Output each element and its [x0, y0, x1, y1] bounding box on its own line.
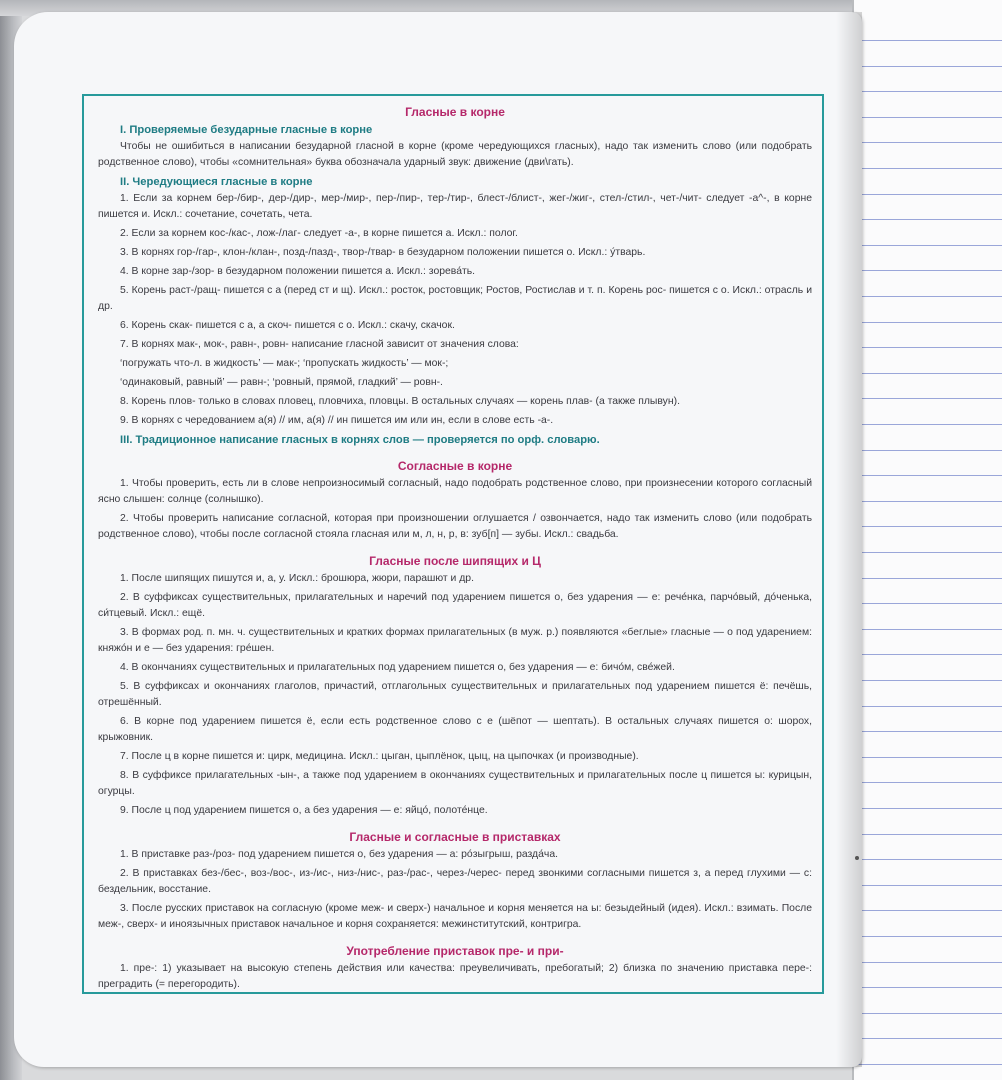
rule-item: 1. Если за корнем бер-/бир-, дер-/дир-, мер-/мир-, пер-/пир-, тер-/тир-, блест-/блист-, жег-/жиг-, стел-/стил-, чет-/чит- следует -а^-, в корне пишется и. Искл.: сочетание, сочетать, чета.	[98, 193, 812, 220]
ruled-line	[854, 578, 1002, 579]
section-title-pre-pri: Употребление приставок пре- и при-	[346, 944, 564, 958]
section-title-vowels-root: Гласные в корне	[405, 105, 505, 119]
ruled-line	[854, 1038, 1002, 1039]
rule-item: 2. Чтобы проверить написание согласной, которая при произношении оглушается / озвончается, надо так изменить слово (или подобрать родственное слово), чтобы после согласной стояла гласная или м, л, н, р, в: зуб[п] — зубы. Искл.: свадьба.	[98, 513, 812, 540]
rule-item: 4. В окончаниях существительных и прилагательных под ударением пишется о, без ударения — е: бичо́м, све́жей.	[120, 662, 675, 673]
subsection-title-checked-vowels: I. Проверяемые безударные гласные в корне	[120, 124, 373, 136]
rule-item: 3. В формах род. п. мн. ч. существительных и кратких формах прилагательных (в муж. р.) появляются «беглые» гласные — о под ударением: княжо́н и е — без ударения: гре́шен.	[98, 627, 812, 654]
rule-item: 1. Чтобы проверить, есть ли в слове непроизносимый согласный, надо подобрать родственное слово, при произнесении которого согласный ясно слышен: солнце (солнышко).	[98, 478, 812, 505]
ruled-line	[854, 859, 1002, 860]
ruled-line	[854, 66, 1002, 67]
rule-item: 8. В суффиксе прилагательных -ын-, а также под ударением в окончаниях существительных и прилагательных после ц пишется ы: курицын, огурцы.	[98, 770, 812, 797]
ruled-line	[854, 117, 1002, 118]
ruled-line	[854, 962, 1002, 963]
section-title-consonants-root: Согласные в корне	[397, 459, 513, 473]
rule-item: 6. В корне под ударением пишется ё, если есть родственное слово с е (шёпот — шептать). В остальных случаях пишется о: шорох, крыжовник.	[98, 716, 812, 743]
ruled-line	[854, 245, 1002, 246]
section-title-prefixes: Гласные и согласные в приставках	[349, 830, 561, 844]
ruled-line	[854, 450, 1002, 451]
ruled-line	[854, 322, 1002, 323]
ruled-line	[854, 680, 1002, 681]
ruled-line	[854, 936, 1002, 937]
rule-item: 7. В корнях мак-, мок-, равн-, ровн- написание гласной зависит от значения слова:	[120, 339, 519, 350]
section-title-vowels-after-sibilants: Гласные после шипящих и Ц	[369, 554, 541, 568]
rule-item: 1. После шипящих пишутся и, а, у. Искл.: брошюра, жюри, парашют и др.	[120, 573, 474, 584]
ruled-line	[854, 194, 1002, 195]
rule-item: 3. После русских приставок на согласную (кроме меж- и сверх-) начальное и корня меняется на ы: безыдейный (идея). Искл.: взимать. После меж-, сверх- и иноязычных приставок начальное и корня сохраняется: межинститутский, контригра.	[98, 903, 812, 930]
rule-subline: ‘погружать что-л. в жидкость’ — мак-; ‘пропускать жидкость’ — мок-;	[120, 358, 449, 369]
rule-item: 2. В приставках без-/бес-, воз-/вос-, из-/ис-, низ-/нис-, раз-/рас-, через-/черес- перед звонкими согласными пишется з, а перед глухими — с: бездельник, восстание.	[98, 868, 812, 895]
ruled-line	[854, 910, 1002, 911]
ruled-line	[854, 168, 1002, 169]
ruled-line	[854, 603, 1002, 604]
ruled-line	[854, 1013, 1002, 1014]
ruled-line	[854, 40, 1002, 41]
rule-paragraph: Чтобы не ошибиться в написании безударной гласной в корне (кроме чередующихся гласных), надо так изменить слово (или подобрать родственное слово), чтобы «сомнительная» буква обозначала ударный звук: движение (дви\гать).	[98, 141, 812, 168]
ruled-line	[854, 629, 1002, 630]
ruled-line	[854, 654, 1002, 655]
lined-notebook-page	[852, 0, 1002, 1080]
rule-item: 2. В суффиксах существительных, прилагательных и наречий под ударением пишется о, без ударения — е: рече́нка, парчо́вый, до́ченька, си́тцевый. Искл.: ещё.	[98, 592, 812, 619]
ruled-line	[854, 706, 1002, 707]
ruled-line	[854, 219, 1002, 220]
ruled-line	[854, 424, 1002, 425]
rule-item: 5. В суффиксах и окончаниях глаголов, причастий, отглагольных существительных и прилагательных под ударением пишется ё: печёшь, отрешённый.	[98, 681, 812, 708]
ruled-line	[854, 808, 1002, 809]
ruled-line	[854, 1064, 1002, 1065]
ruled-line	[854, 885, 1002, 886]
reference-frame	[82, 94, 824, 994]
ruled-line	[854, 373, 1002, 374]
rule-item: 9. После ц под ударением пишется о, а без ударения — е: яйцо́, полоте́нце.	[120, 805, 488, 816]
rule-item: 5. Корень раст-/ращ- пишется с а (перед ст и щ). Искл.: росток, ростовщик; Ростов, Ростислав и т. п. Корень рос- пишется с о. Искл.: отрасль и др.	[98, 285, 812, 312]
ruled-line	[854, 296, 1002, 297]
ruled-line	[854, 398, 1002, 399]
ruled-line	[854, 475, 1002, 476]
rule-item: 8. Корень плов- только в словах пловец, пловчиха, пловцы. В остальных случаях — корень плав- (а также плывун).	[120, 396, 680, 407]
ruled-line	[854, 987, 1002, 988]
ruled-line	[854, 757, 1002, 758]
subsection-title-traditional-spelling: III. Традиционное написание гласных в корнях слов — проверяется по орф. словарю.	[120, 434, 600, 446]
ruled-line	[854, 270, 1002, 271]
ruled-line	[854, 347, 1002, 348]
rule-item: 6. Корень скак- пишется с а, а скоч- пишется с о. Искл.: скачу, скачок.	[120, 320, 455, 331]
ruled-line	[854, 552, 1002, 553]
subsection-title-alternating-vowels: II. Чередующиеся гласные в корне	[120, 176, 313, 188]
ruled-line	[854, 501, 1002, 502]
rule-item: 1. В приставке раз-/роз- под ударением пишется о, без ударения — а: ро́зыгрыш, разда́ча.	[120, 849, 558, 860]
rule-item: 3. В корнях гор-/гар-, клон-/клан-, позд-/пазд-, твор-/твар- в безударном положении пишется о. Искл.: у́тварь.	[120, 247, 646, 258]
rule-item: 7. После ц в корне пишется и: цирк, медицина. Искл.: цыган, цыплёнок, цыц, на цыпочках (и производные).	[120, 751, 639, 762]
page-mark	[855, 856, 859, 860]
ruled-line	[854, 782, 1002, 783]
ruled-line	[854, 91, 1002, 92]
ruled-line	[854, 731, 1002, 732]
ruled-line	[854, 142, 1002, 143]
rule-subline: ‘одинаковый, равный’ — равн-; ‘ровный, прямой, гладкий’ — ровн-.	[120, 377, 443, 388]
rule-item: 1. пре-: 1) указывает на высокую степень действия или качества: преувеличивать, пребогатый; 2) близка по значению приставка пере-: преградить (= перегородить).	[98, 963, 812, 990]
ruled-line	[854, 834, 1002, 835]
rule-item: 2. Если за корнем кос-/кас-, лож-/лаг- следует -а-, в корне пишется а. Искл.: полог.	[120, 228, 518, 239]
rule-item: 4. В корне зар-/зор- в безударном положении пишется а. Искл.: зорева́ть.	[120, 266, 476, 277]
rule-item: 9. В корнях с чередованием а(я) // им, а(я) // ин пишется им или ин, если в слове есть -а-.	[120, 415, 554, 426]
page-fold-shadow	[836, 12, 862, 1067]
ruled-line	[854, 526, 1002, 527]
